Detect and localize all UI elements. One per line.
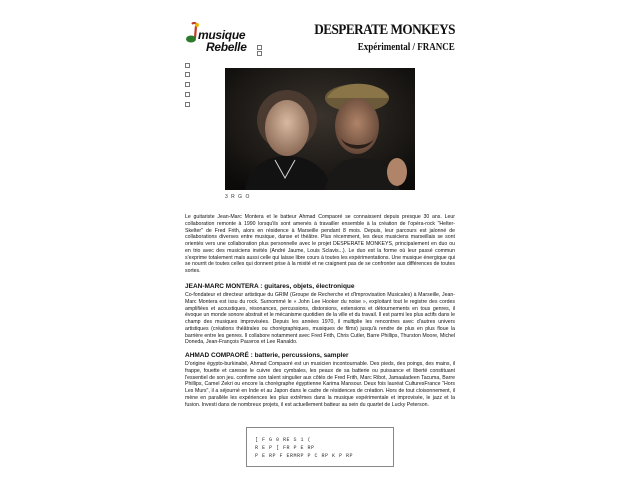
montera-paragraph: Co-fondateur et directeur artistique du GRIM (Groupe de Recherche et d'Improvisation Musicales) à Marseille, Jean-Marc Montera est issu du rock. Surnommé le « John Lee Hooker du noise », exploitant tout le registre des cordes amplifiées et acoustiques, résonances, percussions, distorsions, extensions et détournements en tous genres, il évoque un monde sonore abstrait et le mécanisme quotidien de la ville et du travail. Il est parmi les plus actifs dans le champ des musiques improvisées. Depuis les années 1970, il multiplie les rencontres avec d'autres univers artistiques (créations théâtrales ou chorégraphiques, musiques de films) jusqu'à rendre de plus en plus floue la barrière entre les genres. Il collabore notamment avec Fred Frith, Chris Cutler, Barre Phillips, Thurston Moore, Michel Doneda, Jean-François Pauvros et Lee Ranaldo.	[185, 292, 455, 346]
compaore-heading: AHMAD COMPAORÉ : batterie, percussions, sampler	[185, 352, 349, 359]
compaore-paragraph: D'origine égypto-burkinabé, Ahmad Compaoré est un musicien incontournable. Des pieds, des poings, des mains, il frappe, fouette et caresse le cuivre des cymbales, les peaux de sa batterie ou puissance et liberté constituant l'essentiel de son jeu. confirme son talent singulier aux côtés de Fred Frith, Marc Ribot, Jamaaladeen Tacuma, Barre Phillips, Camel Zekri ou encore la chorégraphe égyptienne Karima Mansour. Deux fois lauréat CulturesFrance "Hors Les Murs", il a séjourné en Inde et au Japon dans le cadre de résidences de création. Hors de tout cloisonnement, il mène en parallèle les expériences les plus extrêmes dans la musique expérimentale et improvisée, le jazz et la fusion. Investi dans de nombreux projets, il est actuellement batteur au sein du quartet de Lucky Peterson.	[185, 361, 455, 408]
band-photo	[225, 68, 415, 190]
footer-line: P E RP F ERMRP P C RP K P RP	[255, 453, 354, 459]
montera-heading: JEAN-MARC MONTERA : guitares, objets, électronique	[185, 283, 355, 290]
contact-footer-box	[246, 427, 394, 467]
page-title: DESPERATE MONKEYS	[314, 22, 455, 38]
glyph-box	[185, 82, 190, 87]
musique-rebelle-logo	[184, 20, 246, 54]
glyph-box	[185, 92, 190, 97]
footer-line: R E P [ FR P E RP	[255, 445, 315, 451]
glyph-box	[185, 63, 190, 68]
footer-line: [ F G 0 RE S 1 (	[255, 437, 312, 443]
band-photo-image	[225, 68, 415, 190]
intro-paragraph: Le guitariste Jean-Marc Montera et le batteur Ahmad Compaoré se connaissent depuis presque 30 ans. Leur collaboration remonte à 1990 lorsqu'ils sont amenés à travailler ensemble à la création de l'opéra-rock "Helter-Skelter" de Fred Frith, alors en résidence à Marseille pendant 8 mois. Depuis, leur parcours est jalonné de collaborations diverses entre musique, danse et théâtre. Plus récemment, les deux musiciens marseillais se sont orientés vers une collaboration plus personnelle avec le projet DESPERATE MONKEYS, principalement en duo ou en trio avec des musiciens invités (André Jaume, Louis Sclavis...). Le duo est la forme où leur passé commun s'exprime totalement mais aussi celle qui laisse libre cours à toutes les expérimentations. Une musique énergique qui se nourrit de toutes celles qui donnent prise à la mixité et ne craignent pas de se confronter aux différences de toutes sortes.	[185, 214, 455, 274]
glyph-box	[185, 102, 190, 107]
glyph-box	[257, 51, 262, 56]
page-subtitle: Expérimental / FRANCE	[357, 42, 455, 53]
logo-word-musique: musique	[198, 28, 246, 42]
glyph-box	[257, 45, 262, 50]
glyph-box	[185, 72, 190, 77]
photo-caption: 3 R G O	[225, 194, 251, 200]
logo-word-rebelle: Rebelle	[206, 40, 247, 54]
